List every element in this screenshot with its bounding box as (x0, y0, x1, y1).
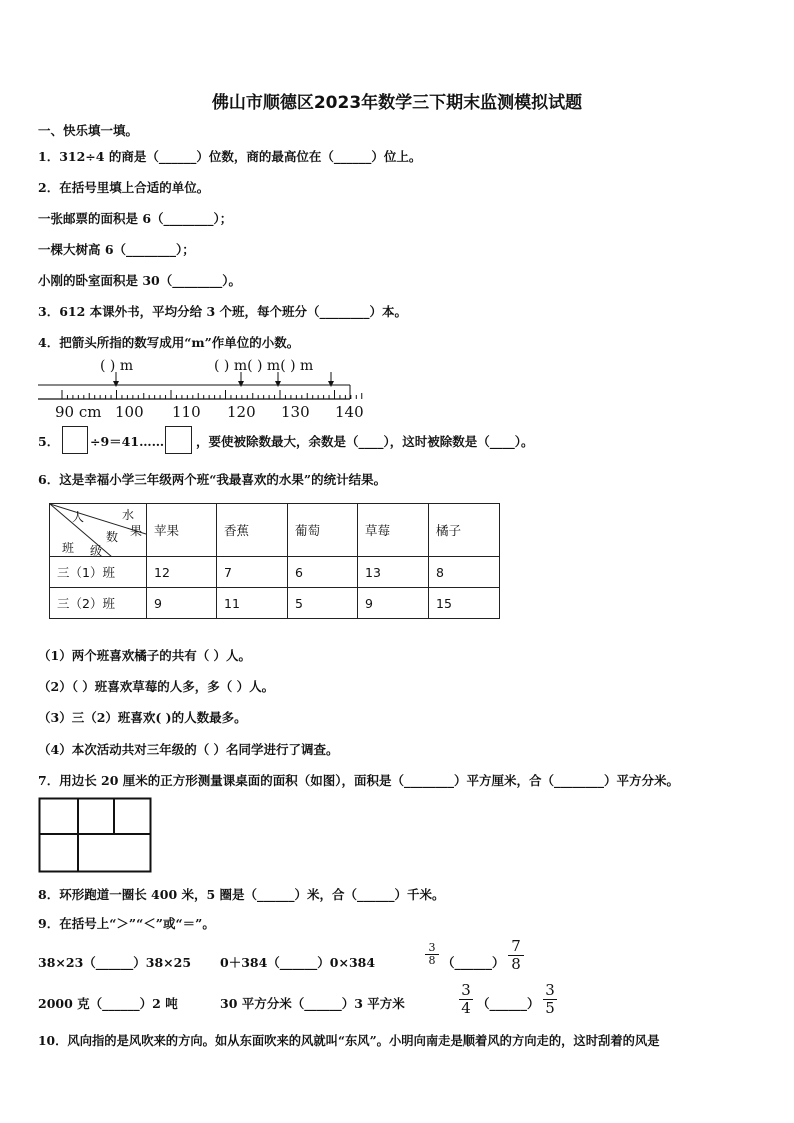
table-cell: 8 (429, 557, 500, 588)
question-4-stem: 4．把箭头所指的数写成用“m”作单位的小数。 (38, 335, 300, 350)
ruler-blank-2: ( ) m( ) m( ) m (214, 358, 314, 374)
ruler-label: 100 (115, 403, 144, 421)
ruler-blank-1: ( ) m (100, 358, 134, 374)
question-6-stem: 6．这是幸福小学三年级两个班“我最喜欢的水果”的统计结果。 (38, 472, 387, 487)
question-1: 1．312÷4 的商是（______）位数，商的最高位在（______）位上。 (38, 149, 422, 164)
question-5-number: 5． (38, 434, 60, 449)
dividend-box (62, 426, 88, 454)
page-title: 佛山市顺德区2023年数学三下期末监测模拟试题 (211, 93, 583, 113)
table-header: 草莓 (358, 504, 429, 557)
compare-c-blank: （______） (442, 955, 505, 970)
question-3: 3．612 本课外书，平均分给 3 个班，每个班分（________）本。 (38, 304, 408, 319)
question-6-sub-1: （1）两个班喜欢橘子的共有（ ）人。 (38, 648, 252, 663)
row-label: 三（1）班 (50, 557, 147, 588)
question-6-sub-4: （4）本次活动共对三年级的（ ）名同学进行了调查。 (38, 742, 339, 757)
table-header: 苹果 (147, 504, 217, 557)
table-header: 橘子 (429, 504, 500, 557)
compare-d: 2000 克（______）2 吨 (38, 996, 178, 1011)
question-8: 8．环形跑道一圈长 400 米，5 圈是（______）米，合（______）千米。 (38, 887, 445, 902)
question-2-a: 一张邮票的面积是 6（________）； (38, 211, 233, 226)
desk-grid-figure (38, 797, 154, 875)
question-6-sub-3: （3）三（2）班喜欢( )的人数最多。 (38, 710, 247, 725)
fraction: 3 5 (543, 982, 557, 1016)
table-cell: 7 (217, 557, 288, 588)
table-cell: 5 (288, 588, 358, 619)
section-heading: 一、快乐填一填。 (38, 123, 139, 138)
table-cell: 6 (288, 557, 358, 588)
row-label: 三（2）班 (50, 588, 147, 619)
question-2-stem: 2．在括号里填上合适的单位。 (38, 180, 210, 195)
question-6-sub-2: （2）（ ）班喜欢草莓的人多，多（ ）人。 (38, 679, 275, 694)
ruler-label: 130 (281, 403, 310, 421)
table-header: 葡萄 (288, 504, 358, 557)
question-2-c: 小刚的卧室面积是 30（________）。 (38, 273, 241, 288)
table-row (50, 588, 500, 619)
table-row (50, 557, 500, 588)
table-header: 香蕉 (217, 504, 288, 557)
fraction: 3 4 (459, 982, 473, 1016)
compare-a: 38×23（______）38×25 (38, 955, 192, 970)
question-2-b: 一棵大树高 6（________）； (38, 242, 195, 257)
table-cell: 15 (429, 588, 500, 619)
question-5-mid: ÷9＝41…… (90, 434, 165, 449)
ruler-label: 120 (227, 403, 256, 421)
ruler-label: 90 cm (55, 403, 102, 421)
question-7: 7．用边长 20 厘米的正方形测量课桌面的面积（如图），面积是（________）平方厘米，合（________）平方分米。 (38, 773, 680, 788)
fraction: 3 8 (425, 942, 439, 967)
question-10: 10．风向指的是风吹来的方向。如从东面吹来的风就叫“东风”。小明向南走是顺着风的方向走的，这时刮着的风是 (38, 1033, 660, 1048)
table-cell: 9 (147, 588, 217, 619)
table-cell: 12 (147, 557, 217, 588)
fraction: 7 8 (508, 938, 524, 972)
table-corner-header: 人 水 果 数 班 级 (50, 504, 147, 557)
question-5-tail: ，要使被除数最大，余数是（____），这时被除数是（____）。 (196, 434, 534, 449)
compare-b: 0＋384（______）0×384 (220, 955, 376, 970)
compare-f-blank: （______） (477, 996, 540, 1011)
question-9-stem: 9．在括号上“＞”“＜”或“＝”。 (38, 916, 215, 931)
table-cell: 11 (217, 588, 288, 619)
table-cell: 9 (358, 588, 429, 619)
table-cell: 13 (358, 557, 429, 588)
remainder-box (165, 426, 192, 454)
compare-e: 30 平方分米（______）3 平方米 (220, 996, 405, 1011)
fruit-table (49, 503, 500, 619)
ruler-label: 110 (172, 403, 201, 421)
ruler-label: 140 (335, 403, 364, 421)
